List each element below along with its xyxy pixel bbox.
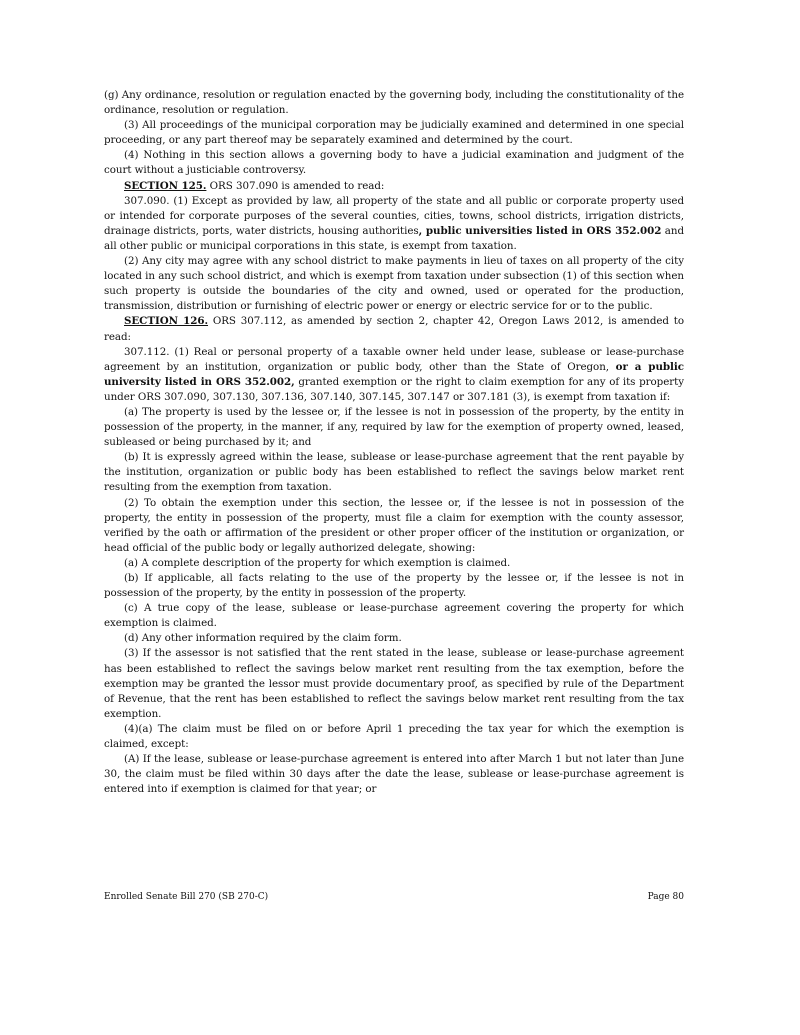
paragraph-4-justiciable: (4) Nothing in this section allows a governing body to have a judicial examination and judgment of the court without a justiciable controversy. [104,149,684,177]
section-125-heading: SECTION 125. ORS 307.090 is amended to read: [124,179,385,192]
paragraph-2d-other: (d) Any other information required by the claim form. [124,632,402,645]
paragraph-2-claim: (2) To obtain the exemption under this section, the lessee or, if the lessee is not in possession of the property, the entity in possession of the property, must file a claim for exemption with the county assessor, verified by the oath or affirmation of the president or other proper officer of the institution or organization, or head official of the public body or legally authorized delegate, showing: [104,496,684,554]
paragraph-4aA-lease: (A) If the lease, sublease or lease-purchase agreement is entered into after March 1 but not later than June 30, the claim must be filed within 30 days after the date the lease, sublease or lease-purchase agreement is entered into if exemption is claimed for that year; or [104,753,684,796]
paragraph-3-assessor: (3) If the assessor is not satisfied that the rent stated in the lease, sublease or lease-purchase agreement has been established to reflect the savings below market rent resulting from the tax exemption, before the exemption may be granted the lessor must provide documentary proof, as specified by rule of the Department of Revenue, that the rent has been established to reflect the savings below market rent resulting from the tax exemption. [104,647,684,720]
section-126-heading: SECTION 126. ORS 307.112, as amended by section 2, chapter 42, Oregon Laws 2012, is amended to read: [104,315,685,343]
paragraph-1b-rent: (b) It is expressly agreed within the lease, sublease or lease-purchase agreement that the rent payable by the institution, organization or public body has been established to reflect the savings below market rent resulting from the exemption from taxation. [104,451,684,494]
paragraph-2b-facts: (b) If applicable, all facts relating to the use of the property by the lessee or, if the lessee is not in possession of the property, by the entity in possession of the property. [104,572,684,600]
paragraph-2c-copy: (c) A true copy of the lease, sublease or lease-purchase agreement covering the property for which exemption is claimed. [104,602,684,630]
paragraph-307090-2: (2) Any city may agree with any school district to make payments in lieu of taxes on all property of the city located in any such school district, and which is exempt from taxation under subsection (1) of this section when such property is outside the boundaries of the city and owned, used or operated for the production, transmission, distribution or furnishing of electric power or energy or electric service for or to the public. [104,255,684,313]
document-body [104,88,684,797]
page-footer [104,892,684,902]
paragraph-307112-1: 307.112. (1) Real or personal property of a taxable owner held under lease, sublease or lease-purchase agreement by an institution, organization or public body, other than the State of Oregon, or a public university listed in ORS 352.002, granted exemption or the right to claim exemption for any of its property under ORS 307.090, 307.130, 307.136, 307.140, 307.145, 307.147 or 307.181 (3), is exempt from taxation if: [104,345,684,403]
footer-bill-title: Enrolled Senate Bill 270 (SB 270-C) [104,892,269,902]
paragraph-g-ordinance: (g) Any ordinance, resolution or regulation enacted by the governing body, including the constitutionality of the ordinance, resolution or regulation. [104,89,684,117]
paragraph-307090-1: 307.090. (1) Except as provided by law, all property of the state and all public or corporate property used or intended for corporate purposes of the several counties, cities, towns, school districts, irrigation districts, drainage districts, ports, water districts, housing authorities, public universities listed in ORS 352.002 and all other public or municipal corporations in this state, is exempt from taxation. [104,194,684,252]
paragraph-1a-use: (a) The property is used by the lessee or, if the lessee is not in possession of the property, by the entity in possession of the property, in the manner, if any, required by law for the exemption of property owned, leased, subleased or being purchased by it; and [104,405,684,449]
paragraph-3-proceedings: (3) All proceedings of the municipal corporation may be judicially examined and determined in one special proceeding, or any part thereof may be separately examined and determined by the court. [104,119,684,147]
paragraph-2a-description: (a) A complete description of the property for which exemption is claimed. [124,556,511,569]
footer-page-number: Page 80 [647,892,684,902]
paragraph-4a-filing: (4)(a) The claim must be filed on or before April 1 preceding the tax year for which the exemption is claimed, except: [104,722,684,751]
